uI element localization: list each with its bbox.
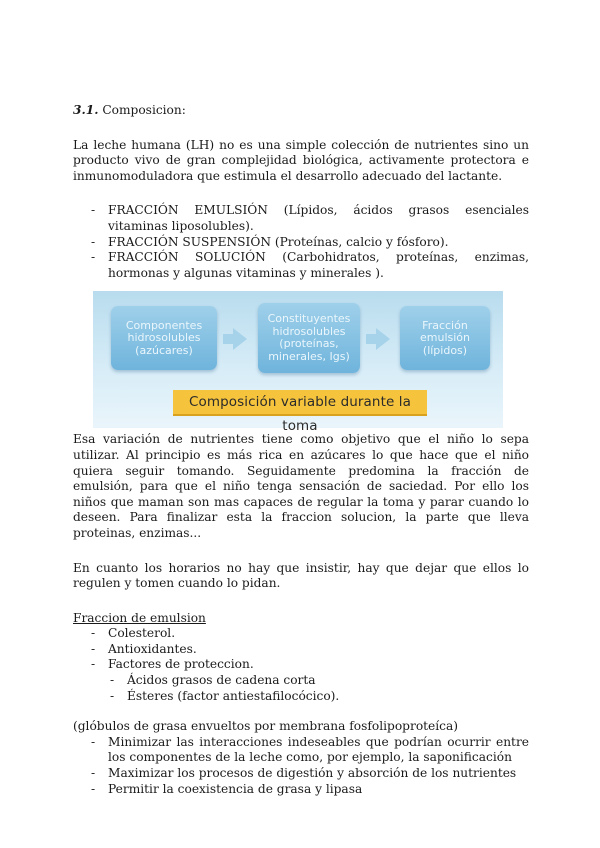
globules-intro: (glóbulos de grasa envueltos por membrana fosfolipoproteíca) [73,719,459,734]
list-item: - Minimizar las interacciones indeseables que podrían ocurrir entre los componentes de la leche como, por ejemplo, la saponificación [108,735,529,766]
arrow-right-icon [233,328,247,350]
diagram-box-line: hidrosolubles [127,331,201,345]
section-title: Composicion: [102,103,186,117]
diagram-box-line: Componentes [125,318,203,332]
list-item: - Maximizar los procesos de digestión y absorción de los nutrientes [108,766,529,782]
diagram-box-line: (lípidos) [422,343,468,357]
fraction-item-suspension: - FRACCIÓN SUSPENSIÓN (Proteínas, calcio y fósforo). [108,235,529,251]
variation-paragraph: Esa variación de nutrientes tiene como objetivo que el niño lo sepa utilizar. Al principio es más rica en azúcares lo que hace que el niño quiera seguir tomando. Seguidamente predomina la fracción de emulsión, para que el niño tenga sensación de saciedad. Por ello los niños que maman son mas capaces de regular la toma y parar cuando lo deseen. Para finalizar esta la fraccion solucion, la parte que lleva proteinas, enzimas... [73,432,529,540]
diagram-box-line: (azúcares) [135,343,193,357]
fraction-item-emulsion: - FRACCIÓN EMULSIÓN (Lípidos, ácidos grasos esenciales vitaminas liposolubles). [108,203,529,234]
diagram-box-soluble-constituents [258,303,360,373]
list-item: - Permitir la coexistencia de grasa y lipasa [108,782,529,798]
diagram-box-line: (proteínas, [279,337,339,351]
protection-factors-list [127,673,529,704]
diagram-box-line: minerales, Igs) [268,349,350,363]
list-item: - Ésteres (factor antiestafilocócico). [127,689,529,705]
diagram-box-soluble-components [111,306,217,370]
diagram-box-emulsion-fraction [400,306,490,370]
section-heading [73,103,529,119]
list-item: - Factores de proteccion. [108,657,529,673]
globules-list [108,735,529,797]
section-number: 3.1. [73,103,99,117]
emulsion-heading: Fraccion de emulsion [73,610,206,625]
arrow-right-icon [376,328,390,350]
schedule-paragraph: En cuanto los horarios no hay que insistir, hay que dejar que ellos lo regulen y tomen cuando lo pidan. [73,560,529,591]
diagram-banner: Composición variable durante la toma [173,390,427,416]
document-page [73,103,529,797]
composition-diagram [93,291,503,435]
diagram-box-line: emulsión [420,331,470,345]
list-item: - Ácidos grasos de cadena corta [127,673,529,689]
fraction-item-solution: - FRACCIÓN SOLUCIÓN (Carbohidratos, proteínas, enzimas, hormonas y algunas vitaminas y minerales ). [108,250,529,281]
fractions-list [108,203,529,281]
list-item: - Antioxidantes. [108,642,529,658]
list-item: - Colesterol. [108,626,529,642]
emulsion-list [108,626,529,673]
diagram-box-line: hidrosolubles [272,324,346,338]
intro-paragraph: La leche humana (LH) no es una simple colección de nutrientes sino un producto vivo de gran complejidad biológica, activamente protectora e inmunomoduladora que estimula el desarrollo adecuado del lactante. [73,137,529,183]
diagram-box-line: Constituyentes [267,312,351,326]
diagram-box-line: Fracción [422,318,468,332]
